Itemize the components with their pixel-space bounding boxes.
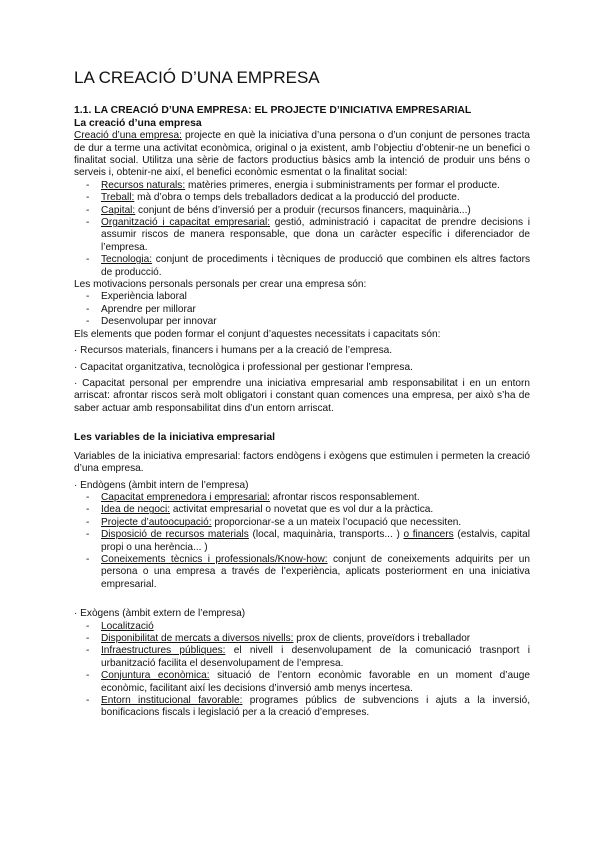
list-item-term: Treball:	[101, 192, 135, 204]
document-page	[74, 68, 530, 720]
definition-text: projecte en què la iniciativa d’una persona o d’un conjunt de persones tracta de dur a terme una activitat econòmica, original o ja existent, amb l’objectiu d’obtenir-ne un benefici o finalitat social. Utilitza una sèrie de factors productius bàsics amb la intenció de produir uns béns o serveis i, obtenir-ne així, el benefici econòmic esmentat o la finalitat social:	[74, 130, 530, 179]
list-item-text: conjunt de procediments i tècniques de producció que combinen els altres factors de producció.	[101, 254, 530, 278]
list-item	[74, 517, 530, 529]
section-heading: 1.1. LA CREACIÓ D’UNA EMPRESA: EL PROJECTE D’INICIATIVA EMPRESARIAL	[74, 105, 472, 116]
definition-paragraph	[74, 130, 530, 180]
list-item	[74, 180, 530, 192]
list-item: - Desenvolupar per innovar	[74, 316, 530, 328]
element-paragraph: · Recursos materials, financers i humans per a la creació de l’empresa.	[74, 345, 393, 357]
list-item-term: Disposició de recursos materials	[101, 529, 249, 541]
document-title: LA CREACIÓ D’UNA EMPRESA	[74, 68, 320, 87]
list-item	[74, 621, 530, 633]
list-item-term: Disponibilitat de mercats a diversos nivells:	[101, 633, 294, 644]
element-paragraph: · Capacitat personal per emprendre una iniciativa empresarial amb responsabilitat i en un entorn arriscat: afrontar riscos serà molt obligatori i constant quan comences una empresa, per això s’ha de saber actuar amb responsabilitat dins d’un entorn arriscat.	[74, 377, 530, 414]
motivations-list	[74, 291, 530, 328]
list-item	[74, 492, 530, 504]
list-item-text: proporcionar-se a un mateix l’ocupació que necessiten.	[211, 516, 462, 528]
list-item-term: Localització	[101, 620, 154, 632]
list-item-term: Coneixements tècnics i professionals/Know-how:	[101, 553, 328, 565]
list-item-text: (local, maquinària, transports... )	[248, 529, 404, 541]
element-paragraph: · Capacitat organitzativa, tecnològica i professional per gestionar l’empresa.	[74, 361, 413, 373]
list-item	[74, 645, 530, 670]
list-item-text: conjunt de béns d’inversió per a produir (recursos financers, maquinària...)	[135, 204, 471, 216]
list-item-text: situació de l’entorn econòmic favorable en un moment d’auge econòmic, facilitant així les decisions d’inversió amb menys incertesa.	[101, 670, 530, 694]
list-item-term: Recursos naturals:	[101, 179, 186, 191]
list-item	[74, 205, 530, 217]
variables-intro: Variables de la iniciativa empresarial: factors endògens i exògens que estimulen i permeten la creació d’una empresa.	[74, 450, 530, 475]
list-item	[74, 633, 530, 645]
list-item-text: afrontar riscos responsablement.	[269, 491, 420, 503]
list-item-term: Capital:	[101, 204, 136, 216]
list-item	[74, 217, 530, 254]
list-item-text: mà d’obra o temps dels treballadors dedicat a la producció del producte.	[134, 192, 460, 204]
list-item-text: (estalvis, capital propi o una herència... )	[101, 529, 531, 553]
list-item: - Experiència laboral	[74, 291, 530, 303]
list-item-text: el nivell i desenvolupament de la comunicació trasnport i urbanització facilita el desenvolupament de l’empresa.	[101, 645, 530, 669]
motivations-intro: Les motivacions personals personals per crear una empresa són:	[74, 279, 367, 291]
elements-intro: Els elements que poden formar el conjunt d’aquestes necessitats i capacitats són:	[74, 328, 441, 340]
list-item	[74, 554, 530, 591]
definition-term: Creació d’una empresa:	[74, 130, 182, 142]
list-item-term: Projecte d’autoocupació:	[101, 516, 212, 528]
list-item-term: Tecnologia:	[101, 254, 153, 266]
list-item	[74, 504, 530, 516]
factors-list	[74, 180, 530, 279]
list-item	[74, 254, 530, 279]
list-item-term: Idea de negoci:	[101, 504, 171, 516]
subsection-heading: Les variables de la iniciativa empresarial	[74, 432, 275, 444]
list-item	[74, 670, 530, 695]
list-item	[74, 695, 530, 720]
list-item	[74, 529, 530, 554]
endogens-list	[74, 492, 530, 591]
list-item: - Aprendre per millorar	[74, 304, 530, 316]
list-item-term: Infraestructures públiques:	[101, 645, 226, 657]
list-item-term: Capacitat emprenedora i empresarial:	[101, 491, 270, 503]
list-item-text: matèries primeres, energia i subministraments per formar el producte.	[185, 179, 500, 191]
endogens-label: · Endògens (àmbit intern de l’empresa)	[74, 479, 249, 491]
list-item-text: activitat empresarial o novetat que es vol dur a la pràctica.	[170, 504, 434, 516]
list-item-text: gestió, administració i capacitat de prendre decisions i assumir riscos de manera responsable, que dona un caràcter específic i diferenciador de l’empresa.	[101, 217, 530, 253]
exogens-list	[74, 621, 530, 720]
list-item	[74, 192, 530, 204]
list-item-term: o financers	[403, 529, 454, 541]
list-item-term: Entorn institucional favorable:	[101, 695, 243, 707]
subsection-heading: La creació d’una empresa	[74, 117, 202, 129]
list-item-term: Organització i capacitat empresarial:	[101, 217, 271, 229]
list-item-text: conjunt de coneixements adquirits per un persona o una empresa a través de l’experiència, aplicats posteriorment en una iniciativa empresarial.	[101, 553, 530, 590]
exogens-label: · Exògens (àmbit extern de l’empresa)	[74, 608, 246, 620]
list-item-term: Conjuntura econòmica:	[101, 670, 210, 682]
list-item-text: programes públics de subvencions i ajuts a la inversió, bonificacions fiscals i legislació per a la creació d’empreses.	[101, 695, 530, 719]
list-item-text: prox de clients, proveïdors i treballador	[293, 633, 471, 644]
